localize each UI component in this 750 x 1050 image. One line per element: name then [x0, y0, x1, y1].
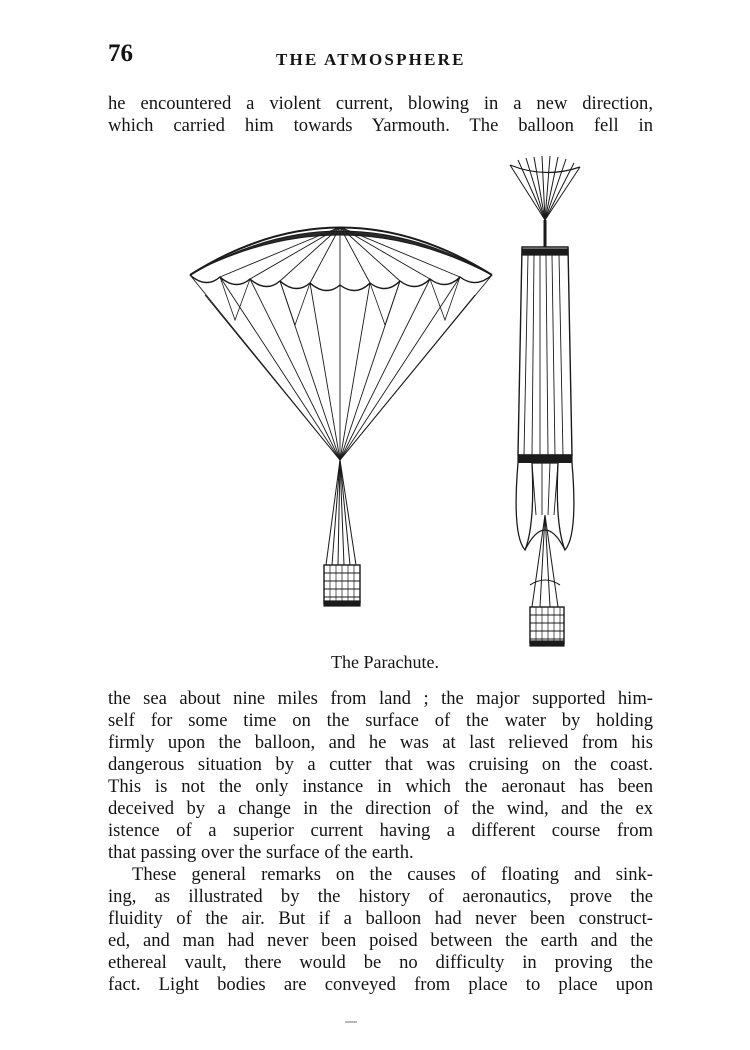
bottom-text — [108, 688, 653, 996]
closed-parachute-basket — [530, 607, 564, 646]
furled-canopy — [516, 247, 574, 550]
parachute-engraving — [180, 155, 600, 655]
text-line: the sea about nine miles from land ; the major supported him- — [108, 688, 653, 709]
closed-parachute-figure — [510, 156, 580, 646]
canopy-gores — [220, 227, 460, 285]
shroud-lines — [190, 275, 492, 460]
parachute-illustration — [180, 155, 600, 655]
text-line: istence of a superior current having a different course from — [108, 820, 653, 841]
paragraph — [108, 93, 653, 137]
top-paragraph — [108, 93, 653, 137]
text-line: dangerous situation by a cutter that was cruising on the coast. — [108, 754, 653, 775]
canopy-dome-shading — [194, 231, 488, 273]
paragraph — [108, 688, 653, 864]
text-line: firmly upon the balloon, and he was at last relieved from his — [108, 732, 653, 753]
text-line: ed, and man had never been poised between the earth and the — [108, 930, 653, 951]
basket-rigging — [326, 460, 356, 565]
paragraph — [108, 864, 653, 996]
text-line: which carried him towards Yarmouth. The balloon fell in — [108, 115, 653, 136]
text-line: ethereal vault, there would be no difficulty in proving the — [108, 952, 653, 973]
text-line: fluidity of the air. But if a balloon had never been construct- — [108, 908, 653, 929]
figure-caption — [0, 652, 750, 673]
text-line: he encountered a violent current, blowing in a new direction, — [108, 93, 653, 114]
canopy-scalloped-edge — [190, 275, 492, 291]
page-number: 76 — [108, 40, 133, 67]
page-speck — [345, 1021, 357, 1023]
text-line: self for some time on the surface of the water by holding — [108, 710, 653, 731]
running-head — [108, 40, 653, 76]
figure-caption-text: The Parachute. — [331, 652, 439, 672]
text-line: These general remarks on the causes of floating and sink- — [132, 864, 653, 885]
running-title: THE ATMOSPHERE — [276, 50, 466, 69]
text-line: fact. Light bodies are conveyed from place to place upon — [108, 974, 653, 995]
open-parachute-figure — [190, 227, 492, 606]
top-fan — [510, 156, 580, 220]
text-line: deceived by a change in the direction of the wind, and the ex — [108, 798, 653, 819]
open-parachute-basket — [324, 565, 360, 606]
text-line: This is not the only instance in which the aeronaut has been — [108, 776, 653, 797]
text-line: that passing over the surface of the earth. — [108, 842, 414, 863]
closed-rigging — [530, 515, 560, 607]
text-line: ing, as illustrated by the history of aeronautics, prove the — [108, 886, 653, 907]
